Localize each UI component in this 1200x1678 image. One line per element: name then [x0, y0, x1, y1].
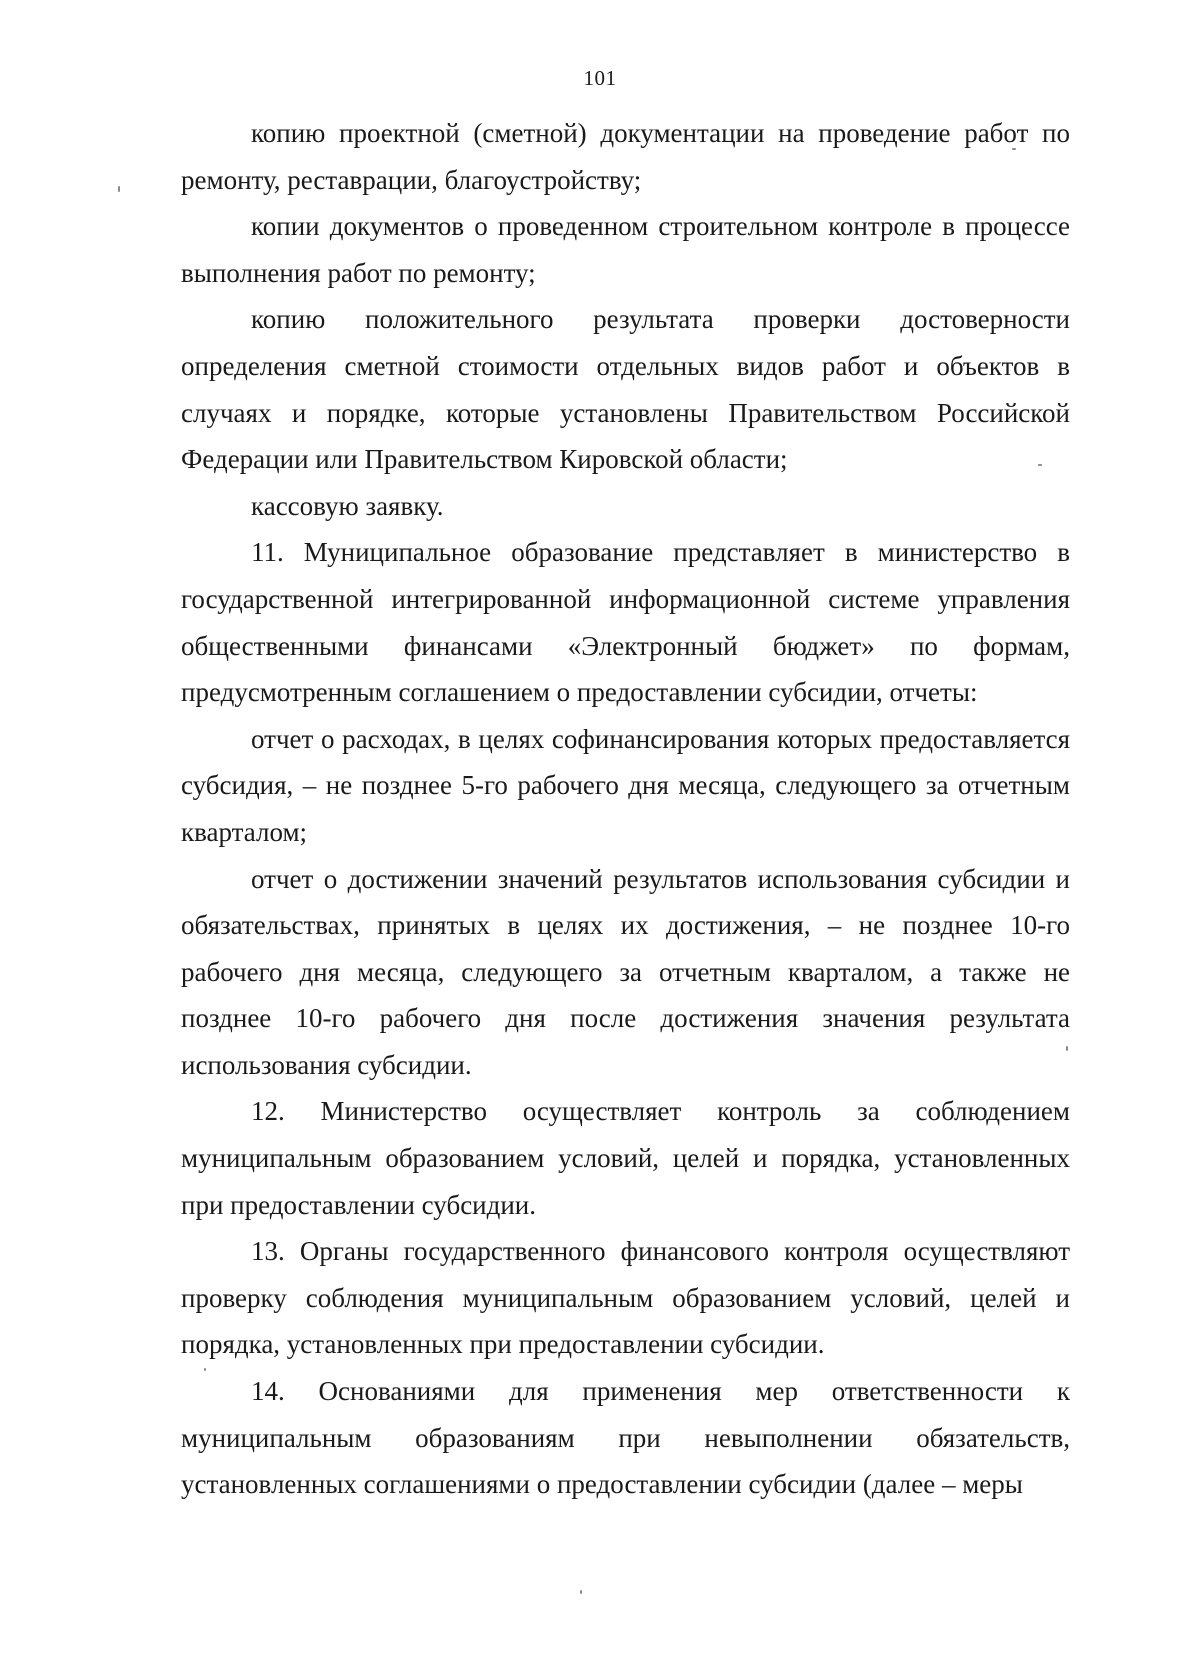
paragraph-item-14: 14. Основаниями для применения мер ответственности к муниципальным образованиям при невыполнении обязательств, установленных соглашениями о предоставлении субсидии (далее – меры: [181, 1376, 1070, 1500]
paragraph-item-12: 12. Министерство осуществляет контроль за соблюдением муниципальным образованием условий, целей и порядка, установленных при предоставлении субсидии.: [181, 1096, 1070, 1220]
paragraph-results-report: отчет о достижении значений результатов использования субсидии и обязательствах, принятых в целях их достижения, – не позднее 10-го рабочего дня месяца, следующего за отчетным кварталом, а также не позднее 10-го рабочего дня после достижения значения результата использования субсидии.: [181, 863, 1070, 1080]
scan-speck: [580, 1590, 582, 1594]
paragraph-estimate-verification: копию положительного результата проверки достоверности определения сметной стоимости отдельных видов работ и объектов в случаях и порядке, которые установлены Правительством Российской Федерации или Правительством Кировской области;: [181, 304, 1070, 475]
page-number: 101: [583, 66, 617, 90]
scan-speck: [1066, 1046, 1068, 1051]
document-body: [181, 110, 1070, 1508]
paragraph-construction-control: копии документов о проведенном строительном контроле в процессе выполнения работ по ремонту;: [181, 211, 1070, 288]
paragraph-item-11: 11. Муниципальное образование представляет в министерство в государственной интегрированной информационной системе управления общественными финансами «Электронный бюджет» по формам, предусмотренным соглашением о предоставлении субсидии, отчеты:: [181, 537, 1070, 708]
scan-speck: [118, 186, 120, 192]
paragraph-cash-request: кассовую заявку.: [251, 490, 444, 521]
scan-speck: [1038, 464, 1042, 466]
paragraph-expense-report: отчет о расходах, в целях софинансирования которых предоставляется субсидия, – не позднее 5-го рабочего дня месяца, следующего за отчетным кварталом;: [181, 723, 1070, 847]
scan-speck: [204, 1368, 206, 1371]
scan-speck: [1012, 148, 1016, 150]
paragraph-project-documentation: копию проектной (сметной) документации на проведение работ по ремонту, реставрации, благоустройству;: [181, 118, 1070, 195]
paragraph-item-13: 13. Органы государственного финансового контроля осуществляют проверку соблюдения муниципальным образованием условий, целей и порядка, установленных при предоставлении субсидии.: [181, 1236, 1070, 1360]
